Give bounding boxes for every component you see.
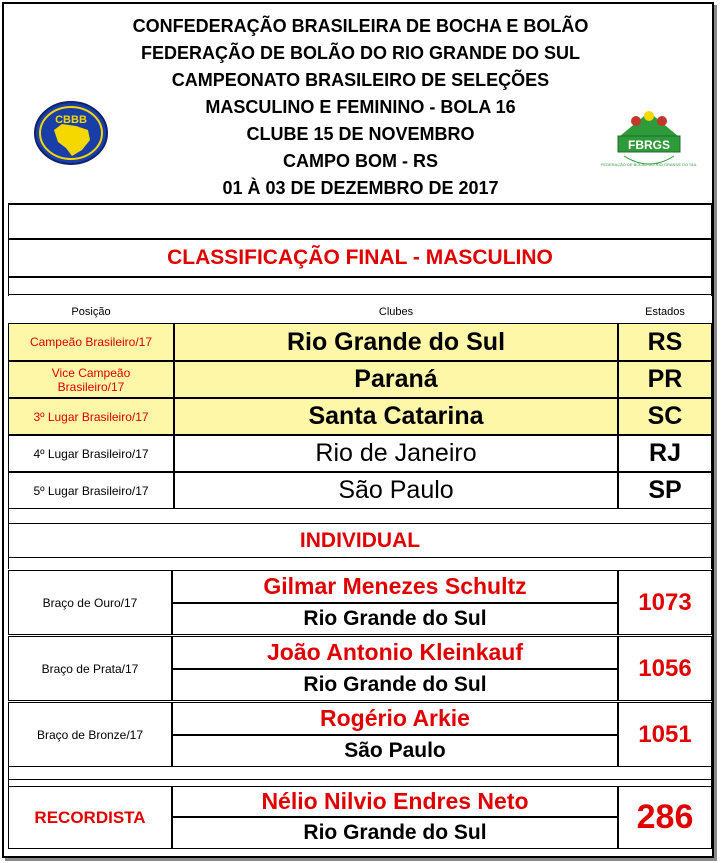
divider [8, 779, 712, 780]
table-row-state: SC [618, 398, 712, 435]
fbrgs-logo [600, 104, 698, 184]
section-title: CLASSIFICAÇÃO FINAL - MASCULINO [167, 246, 553, 269]
svg-text:FBRGS: FBRGS [628, 138, 670, 152]
table-row-state: PR [618, 361, 712, 398]
divider [8, 294, 712, 295]
table-row-state: RS [618, 323, 712, 361]
table-row-club: Rio de Janeiro [174, 435, 618, 472]
cbbb-logo [32, 100, 110, 166]
award-player-team: Rio Grande do Sul [172, 603, 618, 635]
svg-text:FEDERAÇÃO DE BOLÃO DO RIO GRAN: FEDERAÇÃO DE BOLÃO DO RIO GRANDE DO SUL [600, 162, 698, 167]
header-line-6: CAMPO BOM - RS [283, 151, 438, 171]
record-label: RECORDISTA [8, 786, 172, 849]
table-row-state: RJ [618, 435, 712, 472]
table-row-position: 4º Lugar Brasileiro/17 [8, 435, 174, 472]
table-row-club: Rio Grande do Sul [174, 323, 618, 361]
award-score: 1051 [618, 702, 712, 767]
award-player-name: Rogério Arkie [172, 702, 618, 735]
table-row-club: Santa Catarina [174, 398, 618, 435]
header-line-1: CONFEDERAÇÃO BRASILEIRA DE BOCHA E BOLÃO [132, 16, 589, 36]
table-row-club: São Paulo [174, 472, 618, 509]
column-header-position: Posição [71, 306, 111, 318]
divider [711, 767, 712, 787]
record-player-team: Rio Grande do Sul [172, 817, 618, 849]
divider [8, 203, 712, 205]
divider [8, 276, 712, 278]
record-score: 286 [618, 786, 712, 849]
award-label-bronze: Braço de Bronze/17 [8, 702, 172, 767]
header-line-7: 01 À 03 DE DEZEMBRO DE 2017 [222, 178, 499, 198]
header-line-4: MASCULINO E FEMININO - BOLA 16 [205, 97, 516, 117]
table-row-position: Campeão Brasileiro/17 [8, 323, 174, 361]
divider [8, 557, 712, 558]
table-row-club: Paraná [174, 361, 618, 398]
divider [8, 767, 9, 787]
table-row-position: 5º Lugar Brasileiro/17 [8, 472, 174, 509]
table-row-position: 3º Lugar Brasileiro/17 [8, 398, 174, 435]
column-header-clubs: Clubes [378, 306, 414, 318]
award-player-team: São Paulo [172, 735, 618, 767]
award-player-name: João Antonio Kleinkauf [172, 636, 618, 669]
award-player-team: Rio Grande do Sul [172, 669, 618, 701]
svg-text:CBBB: CBBB [55, 114, 87, 126]
award-label-silver: Braço de Prata/17 [8, 636, 172, 701]
individual-title: INDIVIDUAL [299, 529, 421, 552]
header-line-3: CAMPEONATO BRASILEIRO DE SELEÇÕES [171, 70, 550, 90]
header-line-5: CLUBE 15 DE NOVEMBRO [246, 124, 475, 144]
divider [8, 238, 712, 240]
header-line-2: FEDERAÇÃO DE BOLÃO DO RIO GRANDE DO SUL [140, 43, 580, 63]
award-score: 1056 [618, 636, 712, 701]
award-score: 1073 [618, 570, 712, 635]
table-row-state: SP [618, 472, 712, 509]
divider [8, 523, 712, 524]
column-header-states: Estados [645, 306, 685, 318]
record-player-name: Nélio Nilvio Endres Neto [172, 786, 618, 817]
award-label-gold: Braço de Ouro/17 [8, 570, 172, 635]
award-player-name: Gilmar Menezes Schultz [172, 570, 618, 603]
table-row-position: Vice Campeão Brasileiro/17 [8, 361, 174, 398]
